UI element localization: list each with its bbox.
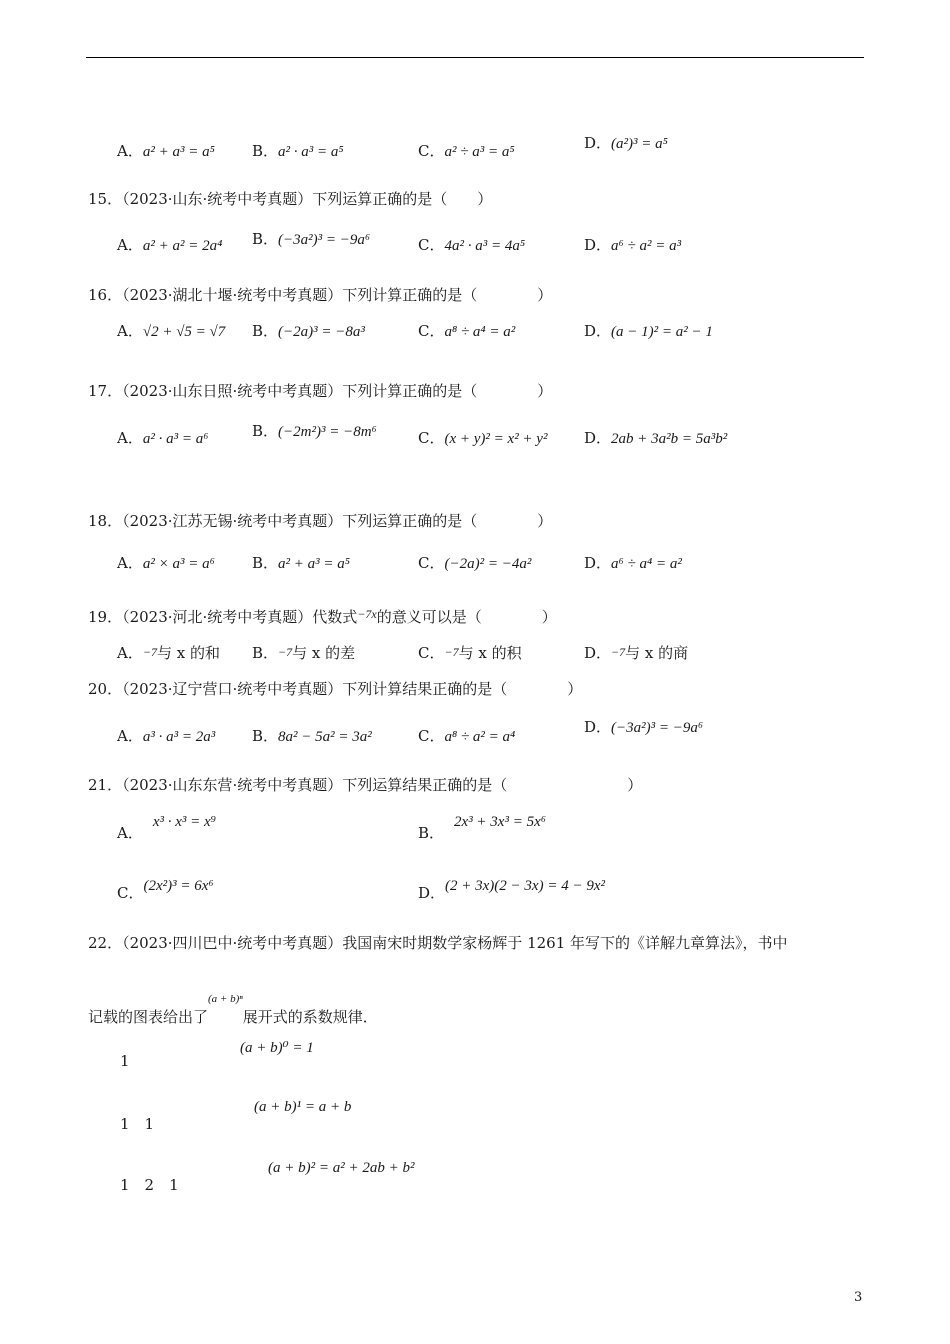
q21-option-c [117, 876, 214, 903]
q16-stem: 16．（2023·湖北十堰·统考中考真题）下列计算正确的是（ ） [88, 286, 553, 304]
option-expr: −7 [278, 645, 293, 659]
option-label: B． [252, 422, 279, 440]
option-expr: −7 [444, 645, 459, 659]
option-expr: a² + a³ = a⁵ [278, 556, 350, 572]
q19-option-a [117, 642, 220, 663]
option-text: 与 x 的商 [625, 644, 689, 662]
q16-option-d [584, 320, 713, 341]
option-label: D． [418, 884, 446, 902]
option-expr: a² · a³ = a⁵ [278, 144, 344, 160]
option-label: B． [252, 727, 279, 745]
option-expr: −7 [611, 645, 626, 659]
option-expr: 2x³ + 3x³ = 5x⁶ [454, 814, 546, 830]
q18-option-d [584, 552, 682, 573]
q22-stem-line1: 22．（2023·四川巴中·统考中考真题）我国南宋时期数学家杨辉于 1261 年写下的《详解九章算法》，书中 [88, 934, 788, 952]
q17-option-b [252, 420, 377, 441]
yanghui-row-1-expansion: (a + b)¹ = a + b [254, 1099, 352, 1115]
q14-option-d [584, 132, 668, 153]
q18-option-b [252, 552, 350, 573]
option-expr: a⁶ ÷ a⁴ = a² [611, 556, 682, 572]
option-expr: (a²)³ = a⁵ [611, 136, 668, 152]
q15-option-c [418, 234, 525, 255]
option-label: A． [117, 727, 143, 745]
option-label: A． [117, 142, 143, 160]
option-expr: a² ÷ a³ = a⁵ [444, 144, 515, 160]
option-expr: 4a² · a³ = 4a⁵ [444, 238, 526, 254]
q20-stem: 20．（2023·辽宁营口·统考中考真题）下列计算结果正确的是（ ） [88, 680, 583, 698]
option-label: C． [418, 554, 445, 572]
option-expr: a² + a² = 2a⁴ [142, 238, 223, 254]
option-expr: (a − 1)² = a² − 1 [611, 324, 713, 340]
option-label: C． [418, 322, 445, 340]
q22-stem-suffix: 展开式的系数规律． [242, 1008, 378, 1026]
option-label: D． [584, 322, 612, 340]
option-label: A． [117, 644, 143, 662]
header-rule [86, 57, 864, 58]
q19-stem-expr: −7x [357, 607, 377, 621]
q19-stem-suffix: 的意义可以是（ ） [376, 608, 557, 626]
option-expr: (−3a²)³ = −9a⁶ [611, 720, 704, 736]
option-label: A． [117, 429, 143, 447]
q16-option-c [418, 320, 515, 341]
yanghui-row-1-coeffs: 1 1 [120, 1115, 155, 1133]
option-label: B． [252, 644, 279, 662]
q22-stem-line2 [88, 993, 378, 1027]
q19-stem [88, 606, 557, 627]
option-label: B． [252, 322, 279, 340]
option-label: D． [584, 718, 612, 736]
q15-option-b [252, 228, 370, 249]
option-expr: −7 [142, 645, 157, 659]
q15-stem: 15．（2023·山东·统考中考真题）下列运算正确的是（ ） [88, 190, 493, 208]
option-expr: a⁶ ÷ a² = a³ [611, 238, 682, 254]
option-label: C． [418, 429, 445, 447]
q17-stem: 17．（2023·山东日照·统考中考真题）下列计算正确的是（ ） [88, 382, 553, 400]
option-label: B． [418, 824, 445, 842]
q21-option-d [418, 876, 605, 903]
q19-option-d [584, 642, 688, 663]
option-expr: (2 + 3x)(2 − 3x) = 4 − 9x² [445, 878, 605, 894]
q21-stem: 21．（2023·山东东营·统考中考真题）下列运算结果正确的是（ ） [88, 776, 643, 794]
option-text: 与 x 的和 [156, 644, 220, 662]
q22-stem-expr: (a + b)ⁿ [208, 993, 243, 1005]
q19-stem-prefix: 19．（2023·河北·统考中考真题）代数式 [88, 608, 358, 626]
option-label: C． [418, 727, 445, 745]
option-expr: 2ab + 3a²b = 5a³b² [611, 431, 728, 447]
option-expr: a² × a³ = a⁶ [142, 556, 215, 572]
q14-option-c [418, 140, 515, 161]
option-label: D． [584, 554, 612, 572]
option-expr: a² · a³ = a⁶ [142, 431, 209, 447]
q19-option-b [252, 642, 355, 663]
option-label: A． [117, 322, 143, 340]
q20-option-a [117, 725, 215, 746]
yanghui-row-2-coeffs: 1 2 1 [120, 1176, 179, 1194]
q20-option-c [418, 725, 515, 746]
option-expr: (−2a)² = −4a² [444, 556, 532, 572]
q14-option-b [252, 140, 344, 161]
q17-option-d [584, 427, 727, 448]
yanghui-row-0-coeffs: 1 [120, 1052, 130, 1070]
q18-option-c [418, 552, 531, 573]
q19-option-c [418, 642, 522, 663]
q17-option-a [117, 427, 208, 448]
q18-option-a [117, 552, 215, 573]
yanghui-row-0-expansion: (a + b)⁰ = 1 [240, 1040, 314, 1056]
option-label: C． [418, 644, 445, 662]
option-label: D． [584, 134, 612, 152]
option-label: C． [418, 142, 445, 160]
option-expr: (−3a²)³ = −9a⁶ [278, 232, 371, 248]
option-label: B． [252, 554, 279, 572]
option-expr: 8a² − 5a² = 3a² [278, 729, 372, 745]
option-label: B． [252, 230, 279, 248]
q21-option-b [418, 812, 546, 843]
q22-stem-prefix: 记载的图表给出了 [88, 1008, 209, 1026]
q21-option-a [117, 812, 216, 843]
q16-option-b [252, 320, 365, 341]
yanghui-row-2-expansion: (a + b)² = a² + 2ab + b² [268, 1160, 415, 1176]
option-expr: a³ · a³ = 2a³ [142, 729, 216, 745]
option-label: A． [117, 236, 143, 254]
option-label: C． [117, 884, 144, 902]
option-expr: (−2m²)³ = −8m⁶ [278, 424, 377, 440]
q20-option-b [252, 725, 372, 746]
option-expr: a⁸ ÷ a² = a⁴ [444, 729, 516, 745]
option-text: 与 x 的积 [458, 644, 522, 662]
q18-stem: 18．（2023·江苏无锡·统考中考真题）下列运算正确的是（ ） [88, 512, 553, 530]
option-label: D． [584, 236, 612, 254]
option-label: A． [117, 824, 143, 842]
q15-option-a [117, 234, 222, 255]
option-label: D． [584, 429, 612, 447]
q15-option-d [584, 234, 681, 255]
page-number: 3 [854, 1290, 863, 1305]
q17-option-c [418, 427, 547, 448]
option-expr: √2 + √5 = √7 [142, 324, 226, 340]
option-label: B． [252, 142, 279, 160]
option-expr: (2x²)³ = 6x⁶ [143, 878, 214, 894]
option-expr: a⁸ ÷ a⁴ = a² [444, 324, 516, 340]
option-text: 与 x 的差 [292, 644, 356, 662]
option-label: D． [584, 644, 612, 662]
option-label: A． [117, 554, 143, 572]
option-label: C． [418, 236, 445, 254]
option-expr: a² + a³ = a⁵ [142, 144, 215, 160]
option-expr: x³ · x³ = x⁹ [152, 814, 216, 830]
q14-option-a [117, 140, 215, 161]
option-expr: (x + y)² = x² + y² [444, 431, 548, 447]
q16-option-a [117, 320, 225, 341]
option-expr: (−2a)³ = −8a³ [278, 324, 365, 340]
q20-option-d [584, 716, 703, 737]
